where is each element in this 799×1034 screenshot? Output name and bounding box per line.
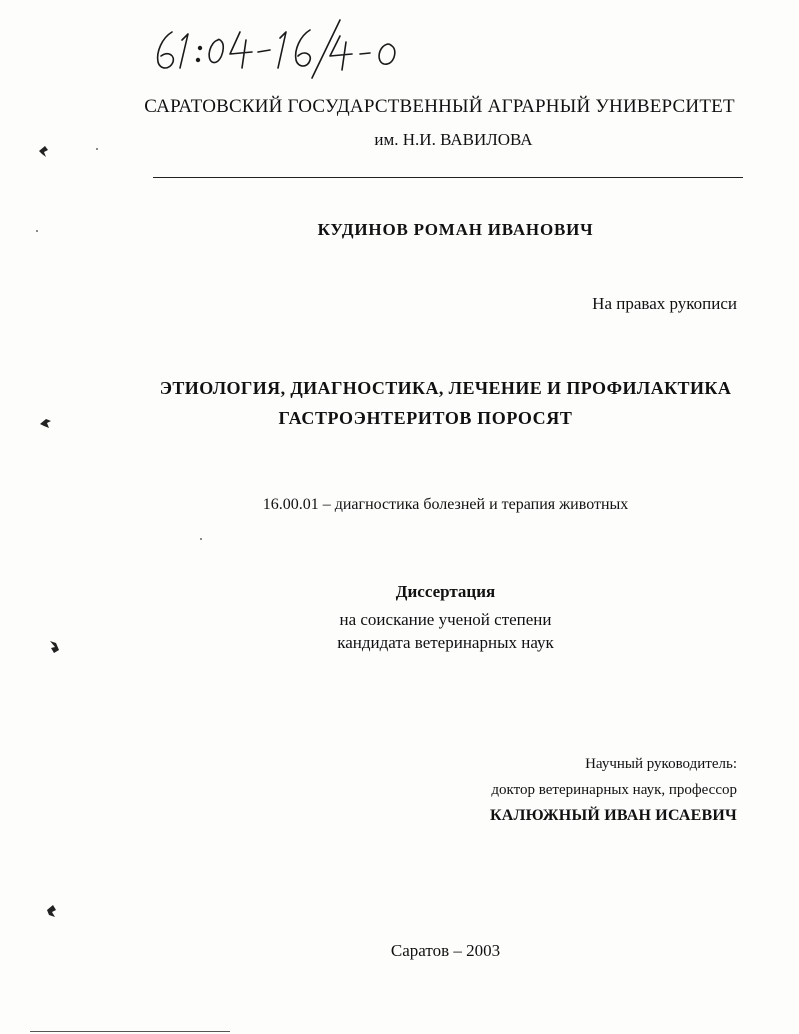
thesis-title-line-2: ГАСТРОЭНТЕРИТОВ ПОРОСЯТ	[278, 408, 573, 428]
specialty-code: 16.00.01 – диагностика болезней и терапия животных	[262, 496, 629, 513]
punch-hole-mark-icon	[44, 902, 62, 920]
degree-line-1: на соискание ученой степени	[339, 610, 552, 629]
rights-note: На правах рукописи	[592, 294, 737, 313]
scan-speck	[200, 538, 202, 540]
punch-hole-mark-icon	[46, 638, 64, 656]
punch-hole-mark-icon	[38, 414, 56, 432]
university-named-after: им. Н.И. ВАВИЛОВА	[374, 130, 533, 149]
header-divider	[153, 177, 743, 178]
thesis-title-line-1: ЭТИОЛОГИЯ, ДИАГНОСТИКА, ЛЕЧЕНИЕ И ПРОФИЛАКТИКА	[159, 378, 732, 398]
document-type: Диссертация	[395, 582, 496, 601]
bottom-rule	[30, 1031, 230, 1032]
supervisor-title: доктор ветеринарных наук, профессор	[491, 782, 737, 798]
scan-speck	[96, 148, 98, 150]
degree-line-2: кандидата ветеринарных наук	[337, 633, 554, 652]
supervisor-label: Научный руководитель:	[585, 756, 737, 772]
city-year: Саратов – 2003	[390, 941, 501, 960]
university-name: САРАТОВСКИЙ ГОСУДАРСТВЕННЫЙ АГРАРНЫЙ УНИВЕРСИТЕТ	[144, 96, 735, 117]
punch-hole-mark-icon	[36, 142, 54, 160]
handwritten-catalog-number	[148, 18, 428, 80]
supervisor-name: КАЛЮЖНЫЙ ИВАН ИСАЕВИЧ	[490, 807, 737, 824]
author-name: КУДИНОВ РОМАН ИВАНОВИЧ	[317, 220, 594, 239]
scan-speck	[36, 230, 38, 232]
